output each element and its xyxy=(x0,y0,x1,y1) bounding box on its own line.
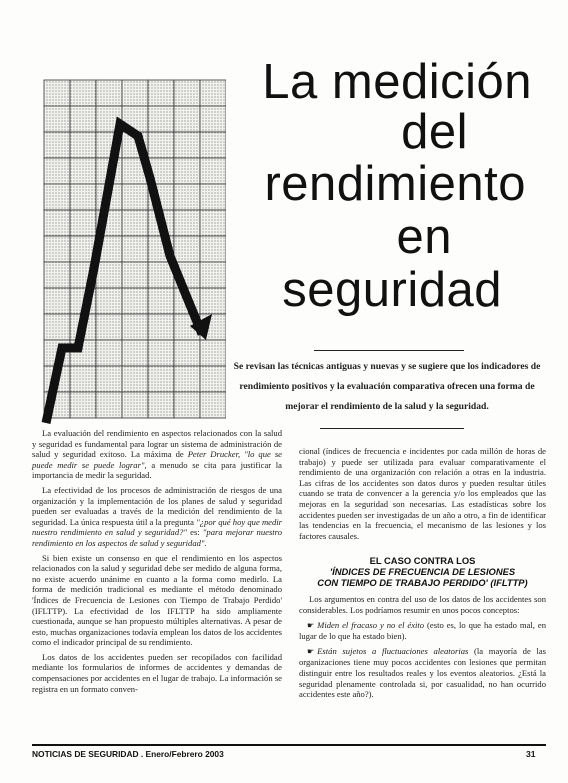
grid-cell xyxy=(122,314,148,340)
grid-cell xyxy=(148,314,174,340)
title-line-5: seguridad xyxy=(282,263,502,317)
grid-cell xyxy=(122,210,148,236)
title-line-3: rendimiento xyxy=(264,157,526,211)
quote-text: Peter Drucker, "lo que se puede medir se puede lograr" xyxy=(32,449,282,470)
footer-rule xyxy=(32,744,546,746)
grid-cell xyxy=(174,236,200,262)
grid-cell xyxy=(174,210,200,236)
issue-date: Enero/Febrero 2003 xyxy=(145,749,224,759)
pointing-hand-icon: ☛ xyxy=(307,646,315,656)
section-heading xyxy=(299,555,546,588)
grid-cell xyxy=(44,132,70,158)
title-line-1: La medición xyxy=(262,55,532,109)
quote-text: "para mejorar nuestro rendimiento en los aspectos de salud y seguridad". xyxy=(32,527,283,548)
grid-cell xyxy=(44,106,70,132)
grid-cell xyxy=(70,210,96,236)
title-line-4: en xyxy=(396,210,452,264)
grid-cell xyxy=(148,80,174,106)
grid-cell xyxy=(200,158,226,184)
article-deck: Se revisan las técnicas antiguas y nuevas y se sugiere que los indicadores de rendimiento positivos y la evaluación comparativa ofrecen una forma de mejorar el rendimiento de la salud y la seguridad. xyxy=(233,361,541,412)
grid-cell xyxy=(44,314,70,340)
body-column-1 xyxy=(32,428,282,694)
paragraph xyxy=(32,428,282,481)
text-run: es: xyxy=(187,527,203,538)
text-run: , a menudo se cita para justificar la importancia de medir la seguridad. xyxy=(32,459,282,481)
grid-cell xyxy=(200,106,226,132)
grid-cell xyxy=(200,262,226,288)
paragraph: Los datos de los accidentes pueden ser recopilados con facilidad mediante los formularios de informes de accidentes y demandas de compensaciones por accidentes en el lugar de trabajo. La información se registra en un formato conven- xyxy=(32,651,282,694)
bullet-item xyxy=(299,646,546,700)
grid-cell xyxy=(96,262,122,288)
grid-cell xyxy=(148,392,174,418)
grid-cell xyxy=(70,184,96,210)
grid-cell xyxy=(174,340,200,366)
grid-cell xyxy=(174,392,200,418)
grid-cell xyxy=(122,366,148,392)
paragraph: Si bien existe un consenso en que el rendimiento en los aspectos relacionados con la salud y seguridad debe ser medido de alguna forma, no existe acuerdo unánime en cuanto a la forma como medirlo. La forma de medición tradicional es mediante el método denominado 'Índices de Frecuencia de Lesiones con Tiempo de Trabajo Perdido' (IFLTTP). La efectividad de los IFLTTP ha sido ampliamente cuestionada, aunque se han propuesto múltiples alternativas. A pesar de esto, muchas organizaciones todavía emplean los datos de los accidentes como el indicador principal de su rendimiento. xyxy=(32,552,282,648)
deck-top-rule xyxy=(314,350,464,351)
paragraph xyxy=(32,485,282,549)
quote-text: "¿por qué hoy que medir nuestro rendimiento en salud y seguridad?" xyxy=(32,516,282,538)
grid-cell xyxy=(96,314,122,340)
heading-line: 'ÍNDICES DE FRECUENCIA DE LESIONES xyxy=(329,566,516,578)
footer-publication: NOTICIAS DE SEGURIDAD . Enero/Febrero 2003 xyxy=(32,749,224,759)
text-run: (la mayoría de las organizaciones tiene muy pocos accidentes con lesiones que permitan distinguir entre los resultados reales y los eventos aleatorios. ¿Está la seguridad plenamente controlada si, por casualidad, no han ocurrido accidentes este año?). xyxy=(299,645,546,700)
grid-cell xyxy=(148,340,174,366)
grid-cell xyxy=(174,106,200,132)
grid-cell xyxy=(122,340,148,366)
grid-cell xyxy=(70,132,96,158)
grid-cell xyxy=(174,366,200,392)
grid-cell xyxy=(200,210,226,236)
bullet-lead: Están sujetos a fluctuaciones aleatorias xyxy=(317,645,469,656)
grid-cell xyxy=(44,184,70,210)
grid-cell xyxy=(122,262,148,288)
grid-cell xyxy=(96,340,122,366)
grid-cell xyxy=(44,288,70,314)
grid-cell xyxy=(200,132,226,158)
grid-cell xyxy=(174,184,200,210)
grid-cell xyxy=(44,236,70,262)
text-run: (esto es, lo que ha estado mal, en lugar de lo que ha estado bien). xyxy=(299,619,546,642)
grid-cell xyxy=(70,366,96,392)
grid-cell xyxy=(200,80,226,106)
grid-cell xyxy=(70,392,96,418)
paragraph: cional (índices de frecuencia e incidentes por cada millón de horas de trabajo) y puede ser utilizada para evaluar comparativamente el rendimiento de una organización con relación a otras en la industria. Las cifras de los accidentes son datos duros y pueden resultar útiles cuando se trata de convencer a la gerencia y/o los empleados que las mejoras en la seguridad son necesarias. Las estadísticas sobre los accidentes pueden ser investigadas de un año a otro, a fin de identificar las tendencias en la frecuencia, el mecanismo de las lesiones y los factores causales. xyxy=(299,446,546,541)
grid-cell xyxy=(96,80,122,106)
text-run: La evaluación del rendimiento en aspectos relacionados con la salud y seguridad es fundamental para lograr un sistema de administración de salud y seguridad exitoso. La máxima de xyxy=(32,428,282,460)
heading-line: EL CASO CONTRA LOS xyxy=(369,555,476,567)
grid-cell xyxy=(122,392,148,418)
grid-cell xyxy=(122,184,148,210)
grid-cell xyxy=(174,132,200,158)
bullet-lead: Miden el fracaso y no el éxito xyxy=(317,619,425,630)
grid-cell xyxy=(174,158,200,184)
grid-cell xyxy=(44,262,70,288)
page-number: 31 xyxy=(526,749,536,759)
pointing-hand-icon: ☛ xyxy=(307,620,315,630)
grid-cell xyxy=(44,158,70,184)
grid-cell xyxy=(44,80,70,106)
grid-cell xyxy=(148,106,174,132)
grid-cell xyxy=(200,236,226,262)
header-chart-graphic xyxy=(40,78,226,428)
grid-cell xyxy=(148,132,174,158)
deck-bottom-rule xyxy=(320,428,464,429)
grid-cell xyxy=(96,288,122,314)
paragraph: Los argumentos en contra del uso de los datos de los accidentes son considerables. Los podríamos resumir en unos pocos conceptos: xyxy=(299,594,546,615)
grid-cell xyxy=(122,80,148,106)
grid-cell xyxy=(148,366,174,392)
grid-cell xyxy=(44,210,70,236)
grid-cell xyxy=(200,288,226,314)
grid-cell xyxy=(70,80,96,106)
title-line-2: del xyxy=(401,105,468,159)
text-run: La efectividad de los procesos de administración de riesgos de una organización y la implementación de los planes de salud y seguridad pueden ser evaluadas a través de la medición del rendimiento de la seguridad. La única respuesta útil a la pregunta xyxy=(32,484,282,527)
grid-cell xyxy=(200,184,226,210)
bullet-item xyxy=(299,620,546,642)
publication-name: NOTICIAS DE SEGURIDAD xyxy=(32,749,139,759)
grid-cell xyxy=(148,288,174,314)
grid-cell xyxy=(96,392,122,418)
grid-cell xyxy=(70,158,96,184)
grid-cell xyxy=(70,106,96,132)
grid-cell xyxy=(174,80,200,106)
grid-cell xyxy=(96,366,122,392)
heading-line: CON TIEMPO DE TRABAJO PERDIDO' (IFLTTP) xyxy=(317,577,528,589)
grid-cell xyxy=(122,288,148,314)
grid-cell xyxy=(122,236,148,262)
body-column-2 xyxy=(299,446,546,700)
